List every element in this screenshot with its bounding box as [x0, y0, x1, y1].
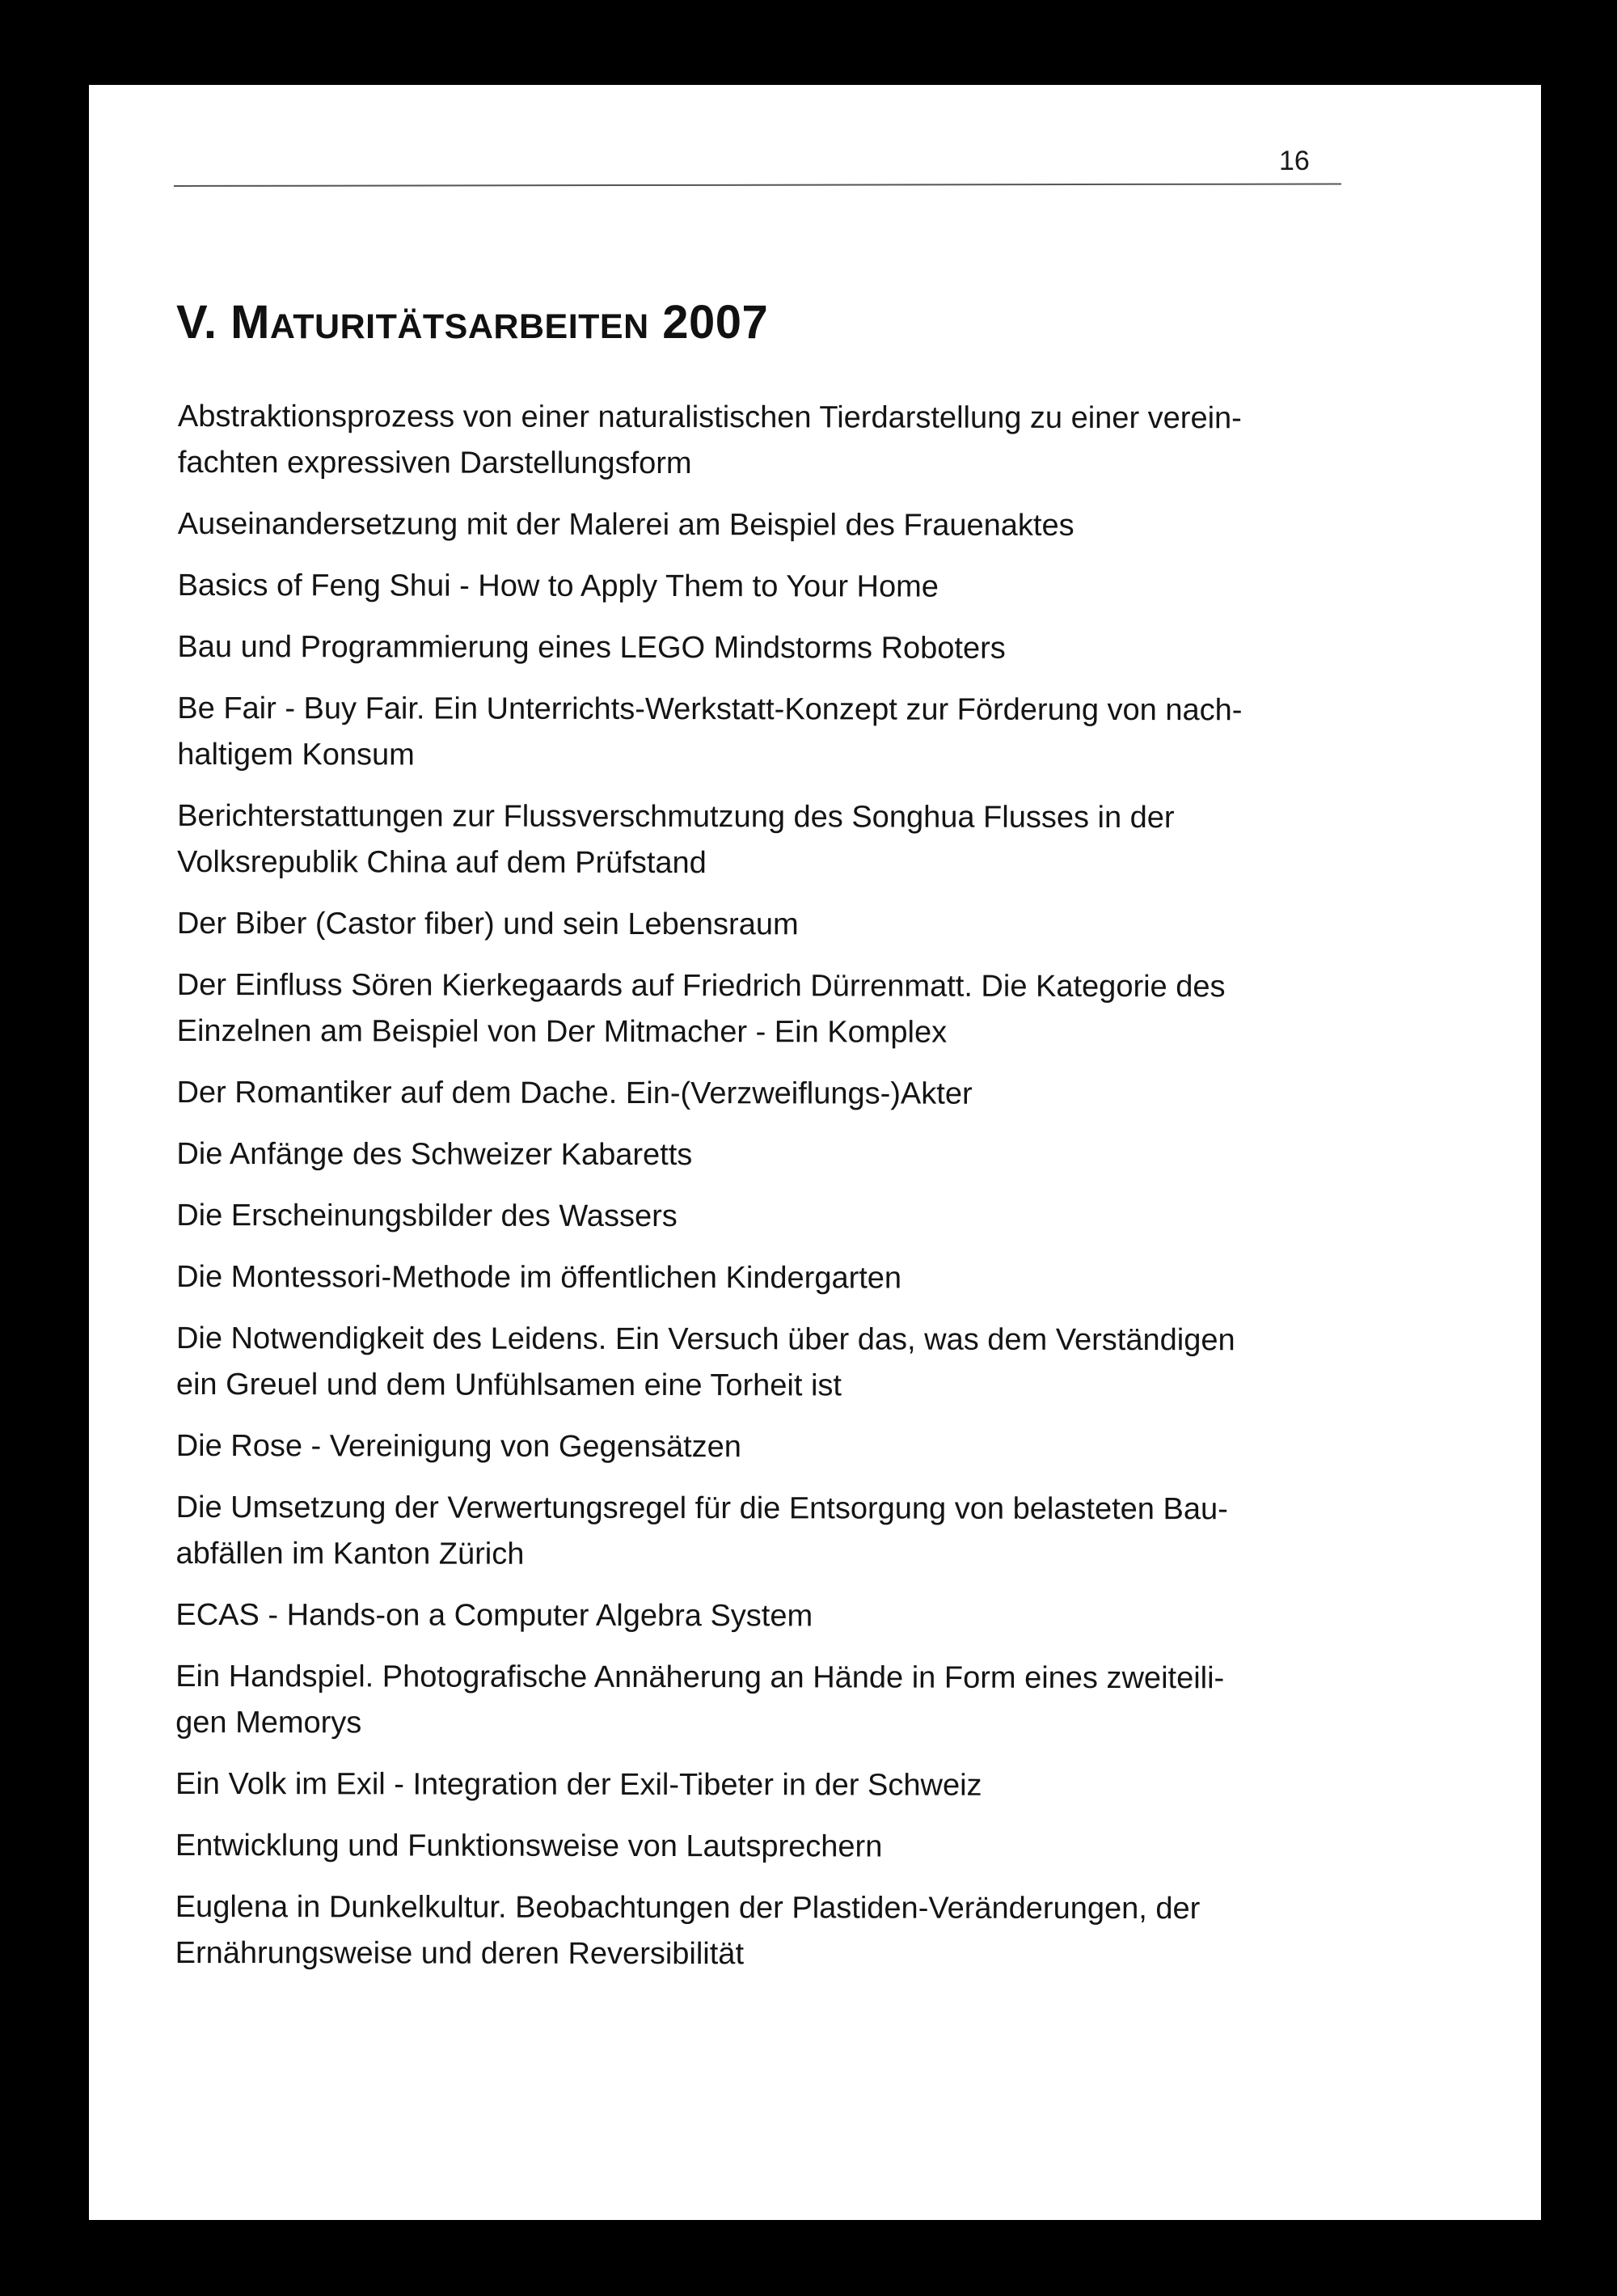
thesis-entry — [176, 1316, 1405, 1410]
entry-line: Der Einfluss Sören Kierkegaards auf Friedrich Dürrenmatt. Die Kategorie des — [176, 967, 1226, 1004]
entry-line: ECAS - Hands-on a Computer Algebra System — [175, 1597, 813, 1634]
thesis-entry — [177, 962, 1406, 1057]
thesis-entry — [175, 1761, 1404, 1810]
thesis-entry — [178, 394, 1407, 488]
thesis-entry — [175, 1884, 1404, 1979]
entry-line: Die Umsetzung der Verwertungsregel für die Entsorgung von belasteten Bau- — [175, 1490, 1228, 1527]
entry-line: Ernährungsweise und deren Reversibilität — [175, 1935, 745, 1972]
entry-line: Die Montessori-Methode im öffentlichen Kindergarten — [176, 1259, 902, 1296]
entry-line: Entwicklung und Funktionsweise von Lautsprechern — [175, 1828, 883, 1864]
entry-line: Der Romantiker auf dem Dache. Ein-(Verzweiflungs-)Akter — [176, 1075, 973, 1111]
entry-line: Die Rose - Vereinigung von Gegensätzen — [175, 1428, 741, 1465]
thesis-entry — [177, 686, 1406, 780]
thesis-list — [175, 394, 1407, 1994]
section-title — [176, 296, 769, 349]
thesis-entry — [176, 1193, 1405, 1241]
entry-line: abfällen im Kanton Zürich — [175, 1536, 525, 1571]
entry-line: Die Erscheinungsbilder des Wassers — [176, 1198, 678, 1234]
entry-line: Einzelnen am Beispiel von Der Mitmacher - Ein Komplex — [176, 1013, 948, 1050]
thesis-entry — [176, 1131, 1405, 1180]
section-title-year: 2007 — [648, 296, 769, 349]
thesis-entry — [175, 1592, 1404, 1641]
entry-line: Ein Handspiel. Photografische Annäherung an Hände in Form eines zweiteili- — [175, 1659, 1225, 1696]
thesis-entry — [177, 624, 1406, 673]
entry-line: fachten expressiven Darstellungsform — [177, 445, 692, 481]
entry-line: Abstraktionsprozess von einer naturalistischen Tierdarstellung zu einer verein- — [177, 400, 1242, 436]
entry-line: Euglena in Dunkelkultur. Beobachtungen der Plastiden-Veränderungen, der — [175, 1889, 1201, 1926]
thesis-entry — [175, 1654, 1404, 1748]
thesis-entry — [177, 901, 1406, 949]
section-title-prefix: V. M — [176, 296, 270, 349]
thesis-entry — [178, 501, 1407, 550]
thesis-entry — [177, 793, 1406, 888]
entry-line: ein Greuel und dem Unfühlsamen eine Torheit ist — [175, 1367, 842, 1403]
thesis-entry — [175, 1823, 1404, 1871]
entry-line: Ein Volk im Exil - Integration der Exil-Tibeter in der Schweiz — [175, 1766, 982, 1803]
entry-line: gen Memorys — [175, 1705, 362, 1740]
entry-line: Der Biber (Castor fiber) und sein Lebensraum — [176, 906, 799, 942]
entry-line: Auseinandersetzung mit der Malerei am Beispiel des Frauenaktes — [177, 506, 1074, 543]
entry-line: Die Anfänge des Schweizer Kabaretts — [176, 1136, 693, 1173]
entry-line: Bau und Programmierung eines LEGO Mindstorms Roboters — [177, 629, 1006, 666]
entry-line: Basics of Feng Shui - How to Apply Them to Your Home — [177, 568, 939, 604]
entry-line: Be Fair - Buy Fair. Ein Unterrichts-Werkstatt-Konzept zur Förderung von nach- — [177, 691, 1243, 728]
thesis-entry — [176, 1423, 1405, 1472]
entry-line: haltigem Konsum — [177, 737, 415, 772]
page-number: 16 — [1279, 146, 1310, 176]
thesis-entry — [176, 1070, 1405, 1118]
entry-line: Berichterstattungen zur Flussverschmutzung des Songhua Flusses in der — [177, 798, 1175, 835]
section-title-smallcaps: ATURITÄTSARBEITEN — [269, 307, 649, 346]
thesis-entry — [176, 1254, 1405, 1303]
entry-line: Die Notwendigkeit des Leidens. Ein Versuch über das, was dem Verständigen — [175, 1321, 1235, 1358]
thesis-entry — [178, 563, 1407, 611]
thesis-entry — [175, 1485, 1404, 1579]
entry-line: Volksrepublik China auf dem Prüfstand — [176, 844, 707, 881]
